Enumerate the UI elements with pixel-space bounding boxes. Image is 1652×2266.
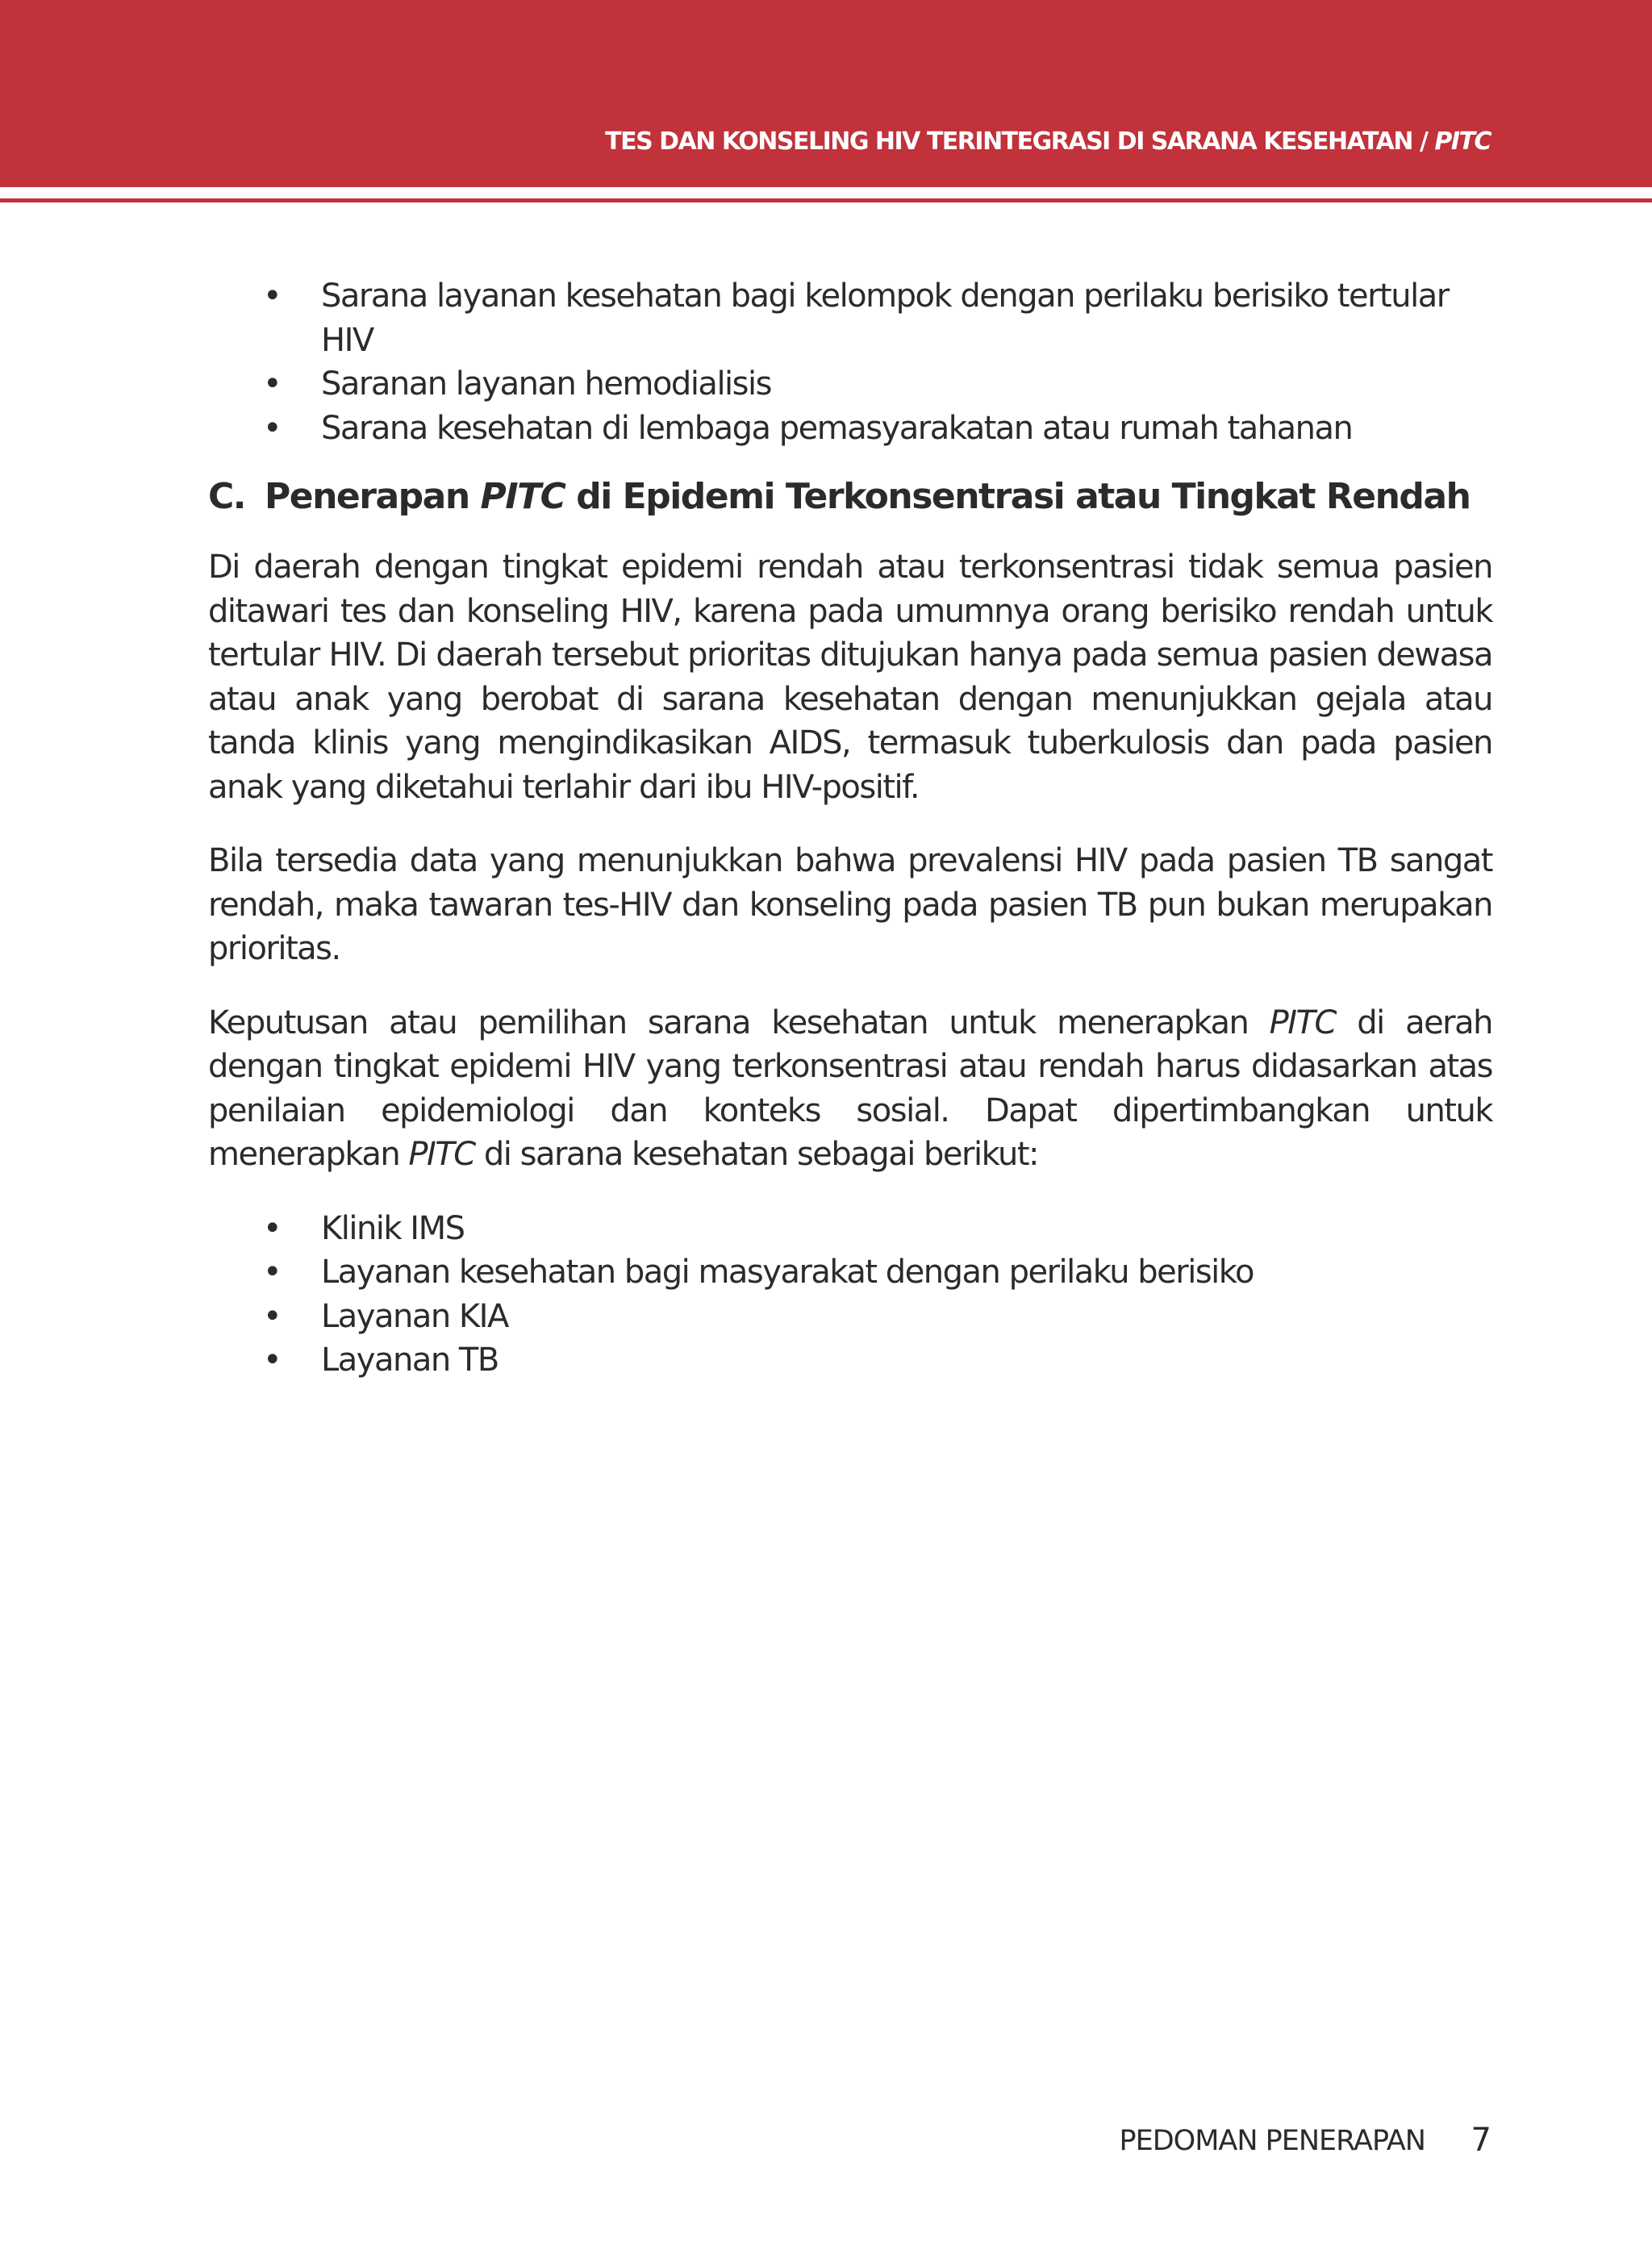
bullet-icon: • <box>263 1342 282 1379</box>
list-item <box>208 1338 1492 1383</box>
list-item <box>208 362 1492 407</box>
list-item-text: Layanan kesehatan bagi masyarakat dengan perilaku berisiko <box>321 1254 1254 1291</box>
page-number: 7 <box>1471 2122 1491 2159</box>
list-item <box>208 1295 1492 1339</box>
list-item <box>208 1207 1492 1251</box>
section-title-italic: PITC <box>480 476 565 517</box>
list-item-text: Klinik IMS <box>321 1209 465 1247</box>
bullet-icon: • <box>263 365 282 403</box>
paragraph-3-text-c: di sarana kesehatan sebagai berikut: <box>474 1136 1039 1173</box>
section-number: C. <box>208 476 246 517</box>
list-item-text: Saranan layanan hemodialisis <box>321 365 771 403</box>
bullet-icon: • <box>263 1254 282 1291</box>
paragraph-3-italic-1: PITC <box>1269 1004 1336 1041</box>
page-content <box>208 274 1492 1383</box>
paragraph-3-text-a: Keputusan atau pemilihan sarana kesehatan untuk menerapkan <box>208 1004 1270 1041</box>
list-item-text: Layanan KIA <box>321 1297 508 1335</box>
bullet-icon: • <box>263 1297 282 1335</box>
bullet-icon: • <box>263 409 282 447</box>
paragraph-2: Bila tersedia data yang menunjukkan bahwa prevalensi HIV pada pasien TB sangat rendah, maka tawaran tes-HIV dan konseling pada pasien TB pun bukan merupakan prioritas. <box>208 842 1492 967</box>
header-band <box>0 0 1652 187</box>
list-item-text: Sarana kesehatan di lembaga pemasyarakatan atau rumah tahanan <box>321 409 1353 447</box>
paragraph-3-italic-2: PITC <box>408 1136 475 1173</box>
running-header-italic: PITC <box>1434 127 1491 156</box>
bullet-icon: • <box>263 278 282 315</box>
paragraph-3-text-b: di aerah dengan tingkat epidemi HIV yang terkonsentrasi atau rendah harus didasarkan atas penilaian epidemiologi dan konteks sosial. Dapat dipertimbangkan untuk menerapkan <box>208 1004 1492 1173</box>
list-item <box>208 407 1492 451</box>
list-item-text: Layanan TB <box>321 1342 499 1379</box>
section-title-part-b: di Epidemi Terkonsentrasi atau Tingkat Rendah <box>565 476 1471 517</box>
bullet-list-facilities <box>208 274 1492 450</box>
header-rule <box>0 198 1652 202</box>
list-item <box>208 274 1492 362</box>
paragraph-1: Di daerah dengan tingkat epidemi rendah atau terkonsentrasi tidak semua pasien ditawari tes dan konseling HIV, karena pada umumnya orang berisiko rendah untuk tertular HIV. Di daerah tersebut prioritas ditujukan hanya pada semua pasien dewasa atau anak yang berobat di sarana kesehatan dengan menunjukkan gejala atau tanda klinis yang mengindikasikan AIDS, termasuk tuberkulosis dan pada pasien anak yang diketahui terlahir dari ibu HIV-positif. <box>208 549 1492 806</box>
running-header-text: TES DAN KONSELING HIV TERINTEGRASI DI SARANA KESEHATAN / <box>605 127 1435 156</box>
list-item <box>208 1250 1492 1295</box>
list-item-text: Sarana layanan kesehatan bagi kelompok dengan perilaku berisiko tertular HIV <box>321 278 1449 359</box>
bullet-icon: • <box>263 1209 282 1247</box>
section-heading <box>208 473 1492 521</box>
footer-label: PEDOMAN PENERAPAN <box>1119 2125 1425 2157</box>
running-header-title <box>605 127 1491 156</box>
section-title-part-a: Penerapan <box>265 476 481 517</box>
paragraph-3 <box>208 1001 1492 1177</box>
bullet-list-services <box>208 1207 1492 1383</box>
